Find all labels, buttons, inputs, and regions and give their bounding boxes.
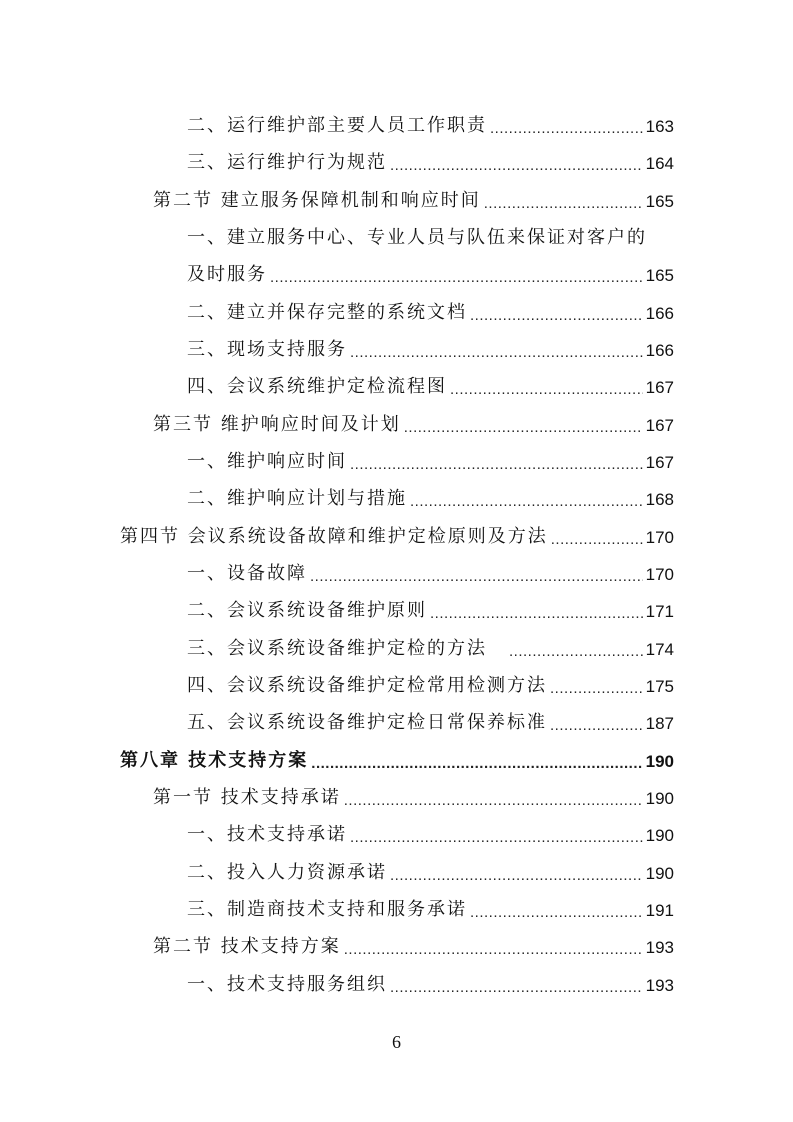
toc-entry-title: 二、建立并保存完整的系统文档 [187, 302, 467, 323]
toc-entry[interactable] [187, 361, 674, 398]
toc-entry[interactable] [187, 137, 674, 174]
toc-entry-title: 五、会议系统设备维护定检日常保养标准 [187, 712, 547, 733]
toc-leader-dots [550, 680, 643, 697]
toc-entry[interactable] [120, 511, 674, 548]
toc-entry-title: 第八章 技术支持方案 [120, 750, 309, 771]
toc-entry-page: 190 [645, 752, 674, 771]
toc-leader-dots [551, 531, 643, 548]
toc-leader-dots [450, 381, 643, 398]
toc-entry-title: 一、建立服务中心、专业人员与队伍来保证对客户的 [187, 227, 647, 248]
toc-entry[interactable] [187, 473, 674, 510]
toc-entry-title: 三、现场支持服务 [187, 339, 347, 360]
toc-entry-continuation[interactable] [187, 249, 674, 286]
toc-entry[interactable] [187, 809, 674, 846]
toc-entry-title: 四、会议系统维护定检流程图 [187, 376, 447, 397]
toc-leader-dots [490, 120, 643, 137]
toc-entry-page: 170 [645, 565, 674, 584]
toc-entry[interactable] [187, 697, 674, 734]
toc-leader-dots [270, 269, 643, 286]
toc-entry-page: 193 [645, 976, 674, 995]
toc-entry-page: 175 [645, 677, 674, 696]
toc-entry-page: 170 [645, 528, 674, 547]
toc-entry-page: 193 [645, 938, 674, 957]
toc-entry-page: 190 [645, 826, 674, 845]
toc-entry-page: 191 [645, 901, 674, 920]
toc-chapter-entry[interactable] [120, 735, 674, 772]
toc-entry-page: 167 [645, 453, 674, 472]
toc-entry[interactable] [153, 772, 674, 809]
toc-entry-title: 三、运行维护行为规范 [187, 152, 387, 173]
toc-entry-page: 166 [645, 341, 674, 360]
toc-entry[interactable] [187, 884, 674, 921]
toc-leader-dots [550, 717, 643, 734]
toc-entry-title: 一、技术支持承诺 [187, 824, 347, 845]
toc-leader-dots [344, 792, 643, 809]
toc-leader-dots [390, 979, 643, 996]
toc-leader-dots [484, 195, 643, 212]
toc-entry[interactable] [187, 623, 674, 660]
page-number: 6 [392, 1032, 401, 1052]
toc-entry-title: 第二节 建立服务保障机制和响应时间 [153, 190, 481, 211]
toc-entry[interactable] [187, 100, 674, 137]
toc-leader-dots [410, 493, 643, 510]
toc-entry-page: 190 [645, 864, 674, 883]
toc-entry-title: 第三节 维护响应时间及计划 [153, 414, 401, 435]
toc-entry-title: 第二节 技术支持方案 [153, 936, 341, 957]
toc-entry[interactable] [187, 660, 674, 697]
toc-entry[interactable] [187, 548, 674, 585]
toc-entry-page: 171 [645, 602, 674, 621]
toc-entry-title: 二、会议系统设备维护原则 [187, 600, 427, 621]
toc-entry-title: 一、技术支持服务组织 [187, 974, 387, 995]
toc-entry[interactable] [187, 324, 674, 361]
toc-entry[interactable] [153, 175, 674, 212]
toc-leader-dots [350, 829, 643, 846]
toc-entry[interactable] [187, 212, 674, 249]
toc-leader-dots [509, 643, 643, 660]
toc-leader-dots [350, 456, 643, 473]
toc-entry-page: 166 [645, 304, 674, 323]
toc-leader-dots [350, 344, 643, 361]
toc-entry-page: 168 [645, 490, 674, 509]
toc-entry-title: 及时服务 [187, 264, 267, 285]
toc-entry-title: 二、投入人力资源承诺 [187, 862, 387, 883]
toc-entry-page: 174 [645, 640, 674, 659]
toc-entry[interactable] [187, 847, 674, 884]
toc-entry-title: 二、维护响应计划与措施 [187, 488, 407, 509]
toc-leader-dots [390, 157, 643, 174]
toc-entry-title: 三、制造商技术支持和服务承诺 [187, 899, 467, 920]
toc-leader-dots [344, 941, 643, 958]
toc-entry-page: 167 [645, 378, 674, 397]
toc-entry-page: 167 [645, 416, 674, 435]
toc-entry[interactable] [153, 921, 674, 958]
toc-entry-title: 第一节 技术支持承诺 [153, 787, 341, 808]
toc-entry-title: 二、运行维护部主要人员工作职责 [187, 115, 487, 136]
toc-leader-dots [310, 568, 643, 585]
toc-entry-page: 165 [645, 266, 674, 285]
toc-entry[interactable] [153, 399, 674, 436]
toc-entry-page: 165 [645, 192, 674, 211]
toc-entry-page: 164 [645, 154, 674, 173]
toc-leader-dots [404, 419, 643, 436]
toc-entry-page: 190 [645, 789, 674, 808]
toc-leader-dots [430, 605, 643, 622]
toc-entry[interactable] [187, 436, 674, 473]
toc-leader-dots [470, 904, 643, 921]
toc-leader-dots [311, 755, 642, 772]
toc-entry-title: 一、设备故障 [187, 563, 307, 584]
toc-entry-page: 187 [645, 714, 674, 733]
toc-entry[interactable] [187, 959, 674, 996]
toc-entry-title: 一、维护响应时间 [187, 451, 347, 472]
toc-leader-dots [470, 307, 643, 324]
toc-entry-title: 第四节 会议系统设备故障和维护定检原则及方法 [120, 526, 548, 547]
toc-entry[interactable] [187, 585, 674, 622]
toc-entry[interactable] [187, 287, 674, 324]
toc-leader-dots [390, 867, 643, 884]
toc-entry-title: 三、会议系统设备维护定检的方法 [187, 638, 487, 659]
toc-entry-page: 163 [645, 117, 674, 136]
toc-entry-title: 四、会议系统设备维护定检常用检测方法 [187, 675, 547, 696]
